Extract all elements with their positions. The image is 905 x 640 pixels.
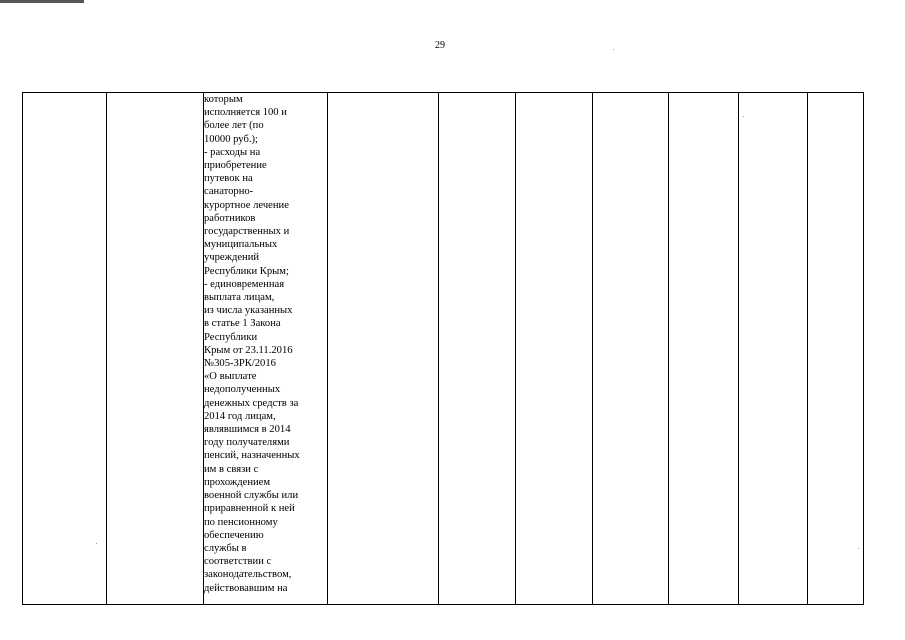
description-line: государственных и [204,226,290,238]
description-line: законодательством, [204,569,292,581]
description-line: пенсий, назначенных [204,450,300,462]
description-line: из числа указанных [204,305,293,317]
table-cell-9 [739,93,808,605]
description-line: являвшимся в 2014 [204,424,291,436]
description-line: году получателями [204,437,290,449]
description-line: 2014 год лицам, [204,410,276,422]
table-cell-2 [107,93,204,605]
description-line: санаторно- [204,186,254,198]
description-line: 10000 руб.); [204,133,258,145]
description-line: службы в [204,542,247,554]
table-cell-1 [23,93,107,605]
description-line: Республики Крым; [204,265,289,277]
description-line: исполняется 100 и [204,107,287,119]
table-row [23,93,864,605]
scan-speck [613,49,614,50]
description-line: прохождением [204,476,271,488]
table-cell-5 [439,93,516,605]
description-line: действовавшим на [204,582,288,594]
table-cell-7 [593,93,669,605]
description-line: недополученных [204,384,281,396]
scan-edge-mark [0,0,84,3]
description-line: более лет (по [204,120,264,132]
description-line: выплата лицам, [204,292,275,304]
page-number: 29 [435,40,445,51]
table-cell-4 [328,93,439,605]
document-table [22,92,864,605]
description-line: которым [204,94,243,105]
description-line: муниципальных [204,239,278,251]
description-line: соответствии с [204,556,272,568]
description-line: по пенсионному [204,516,278,528]
description-line: работников [204,212,256,224]
description-line: Республики [204,331,258,343]
description-line: курортное лечение [204,199,289,211]
table-cell-10 [808,93,864,605]
table-cell-description [204,93,328,605]
table-cell-8 [669,93,739,605]
description-line: в статье 1 Закона [204,318,281,330]
description-line: обеспечению [204,529,264,541]
description-line: - расходы на [204,146,261,158]
table-cell-6 [516,93,593,605]
description-line: приобретение [204,160,267,172]
description-line: военной службы или [204,490,299,502]
document-table-wrapper [22,92,863,605]
description-line: путевок на [204,173,253,185]
description-line: «О выплате [204,371,257,383]
description-line: Крым от 23.11.2016 [204,344,293,356]
description-line: им в связи с [204,463,259,475]
description-line: денежных средств за [204,397,299,409]
description-line: - единовременная [204,278,285,290]
description-line: №305-ЗРК/2016 [204,358,276,370]
description-line: приравненной к ней [204,503,295,515]
description-line: учреждений [204,252,260,264]
